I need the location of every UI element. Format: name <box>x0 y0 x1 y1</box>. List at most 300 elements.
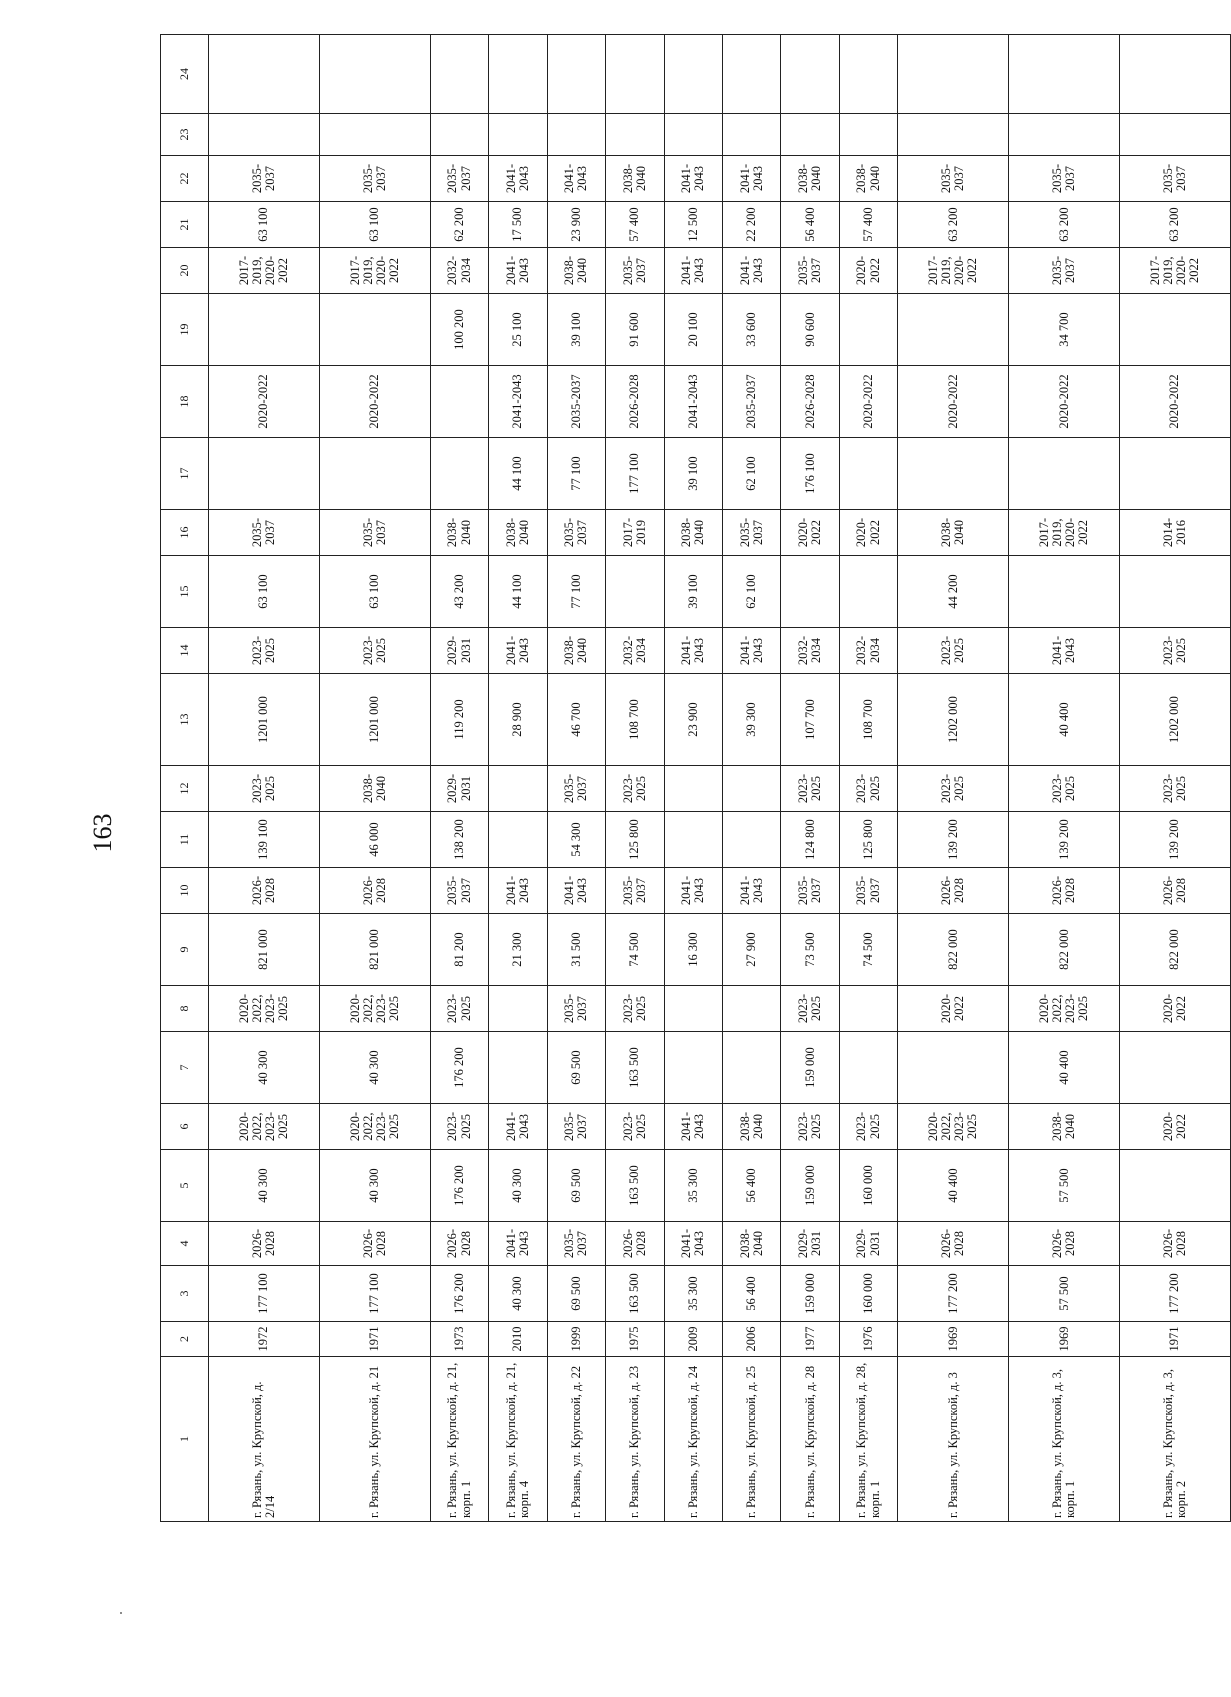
table-cell: 139 100 <box>209 812 320 868</box>
table-cell: 2041-2043 <box>489 248 547 294</box>
table-cell: 119 200 <box>430 674 488 766</box>
table-cell <box>664 1032 722 1104</box>
table-cell: 35 300 <box>664 1266 722 1322</box>
table-cell: 2023-2025 <box>839 1104 897 1150</box>
table-cell: 2017-2019, 2020-2022 <box>1009 510 1120 556</box>
table-cell: 56 400 <box>722 1266 780 1322</box>
table-cell <box>664 812 722 868</box>
column-number: 6 <box>161 1104 209 1150</box>
table-cell: 2014-2016 <box>1120 510 1231 556</box>
table-cell <box>489 114 547 156</box>
table-cell: 12 500 <box>664 202 722 248</box>
table-cell: 2023-2025 <box>209 628 320 674</box>
table-cell <box>664 766 722 812</box>
table-cell: 159 000 <box>781 1150 839 1222</box>
address-cell: г. Рязань, ул. Крупской, д. 22 <box>547 1357 605 1522</box>
table-cell: 2023-2025 <box>1120 628 1231 674</box>
table-cell: 1976 <box>839 1322 897 1357</box>
table-cell: 2017-2019, 2020-2022 <box>209 248 320 294</box>
column-number: 23 <box>161 114 209 156</box>
table-cell: 1202 000 <box>1120 674 1231 766</box>
table-cell: 2035-2037 <box>547 366 605 438</box>
table-cell: 2023-2025 <box>781 766 839 812</box>
table-cell: 2020-2022 <box>319 366 430 438</box>
table-cell: 2038-2040 <box>430 510 488 556</box>
table-cell <box>430 35 488 114</box>
table-cell: 2023-2025 <box>319 628 430 674</box>
table-cell <box>489 812 547 868</box>
table-cell: 2041-2043 <box>664 1222 722 1266</box>
table-cell: 2023-2025 <box>1120 766 1231 812</box>
table-cell: 2041-2043 <box>489 628 547 674</box>
table-cell: 77 100 <box>547 438 605 510</box>
column-number: 1 <box>161 1357 209 1522</box>
address-cell: г. Рязань, ул. Крупской, д. 24 <box>664 1357 722 1522</box>
address-cell: г. Рязань, ул. Крупской, д. 28 <box>781 1357 839 1522</box>
table-cell: 1971 <box>319 1322 430 1357</box>
table-cell <box>1009 114 1120 156</box>
table-cell: 62 100 <box>722 438 780 510</box>
table-cell <box>319 438 430 510</box>
table-cell: 1201 000 <box>209 674 320 766</box>
table-cell: 2020-2022 <box>209 366 320 438</box>
table-cell: 2026-2028 <box>1120 1222 1231 1266</box>
table-cell: 2023-2025 <box>430 986 488 1032</box>
table-cell: 2026-2028 <box>781 366 839 438</box>
table-cell: 176 200 <box>430 1150 488 1222</box>
table-row <box>839 35 897 1522</box>
table-cell: 2020-2022 <box>839 510 897 556</box>
table-cell: 40 300 <box>489 1266 547 1322</box>
table-cell <box>839 114 897 156</box>
table-cell: 63 100 <box>209 202 320 248</box>
table-cell <box>839 35 897 114</box>
address-cell: г. Рязань, ул. Крупской, д. 21, корп. 1 <box>430 1357 488 1522</box>
table-cell: 107 700 <box>781 674 839 766</box>
table-cell: 1999 <box>547 1322 605 1357</box>
table-cell: 2026-2028 <box>209 1222 320 1266</box>
table-cell: 2017-2019, 2020-2022 <box>319 248 430 294</box>
table-cell: 57 500 <box>1009 1150 1120 1222</box>
table-cell: 2035-2037 <box>606 248 664 294</box>
table-cell <box>319 294 430 366</box>
table-cell: 177 100 <box>319 1266 430 1322</box>
table-cell: 159 000 <box>781 1266 839 1322</box>
table-cell: 2035-2037 <box>319 510 430 556</box>
table-cell: 124 800 <box>781 812 839 868</box>
table-cell: 2026-2028 <box>319 868 430 914</box>
table-cell: 2041-2043 <box>489 366 547 438</box>
table-cell: 2041-2043 <box>547 156 605 202</box>
table-cell <box>547 114 605 156</box>
table-cell: 2032-2034 <box>781 628 839 674</box>
table-cell: 21 300 <box>489 914 547 986</box>
column-number: 22 <box>161 156 209 202</box>
table-cell: 2006 <box>722 1322 780 1357</box>
table-cell: 56 400 <box>722 1150 780 1222</box>
table-cell <box>722 114 780 156</box>
column-number: 17 <box>161 438 209 510</box>
table-cell: 2035-2037 <box>547 1104 605 1150</box>
table-cell: 57 400 <box>839 202 897 248</box>
address-cell: г. Рязань, ул. Крупской, д. 21, корп. 4 <box>489 1357 547 1522</box>
table-cell <box>430 438 488 510</box>
table-cell: 77 100 <box>547 556 605 628</box>
table-cell: 57 400 <box>606 202 664 248</box>
table-cell: 2023-2025 <box>606 986 664 1032</box>
table-cell: 163 500 <box>606 1150 664 1222</box>
table-cell: 40 300 <box>319 1032 430 1104</box>
table-cell: 40 300 <box>319 1150 430 1222</box>
table-cell <box>781 35 839 114</box>
column-number: 18 <box>161 366 209 438</box>
table-cell: 2041-2043 <box>489 868 547 914</box>
table-cell <box>1120 438 1231 510</box>
table-cell: 2026-2028 <box>606 366 664 438</box>
address-cell: г. Рязань, ул. Крупской, д. 25 <box>722 1357 780 1522</box>
table-cell <box>430 366 488 438</box>
table-cell: 23 900 <box>664 674 722 766</box>
table-cell <box>489 766 547 812</box>
table-cell: 2035-2037 <box>1009 156 1120 202</box>
table-cell: 23 900 <box>547 202 605 248</box>
table-cell: 163 500 <box>606 1032 664 1104</box>
table-cell <box>722 812 780 868</box>
table-cell: 177 200 <box>1120 1266 1231 1322</box>
table-cell: 2010 <box>489 1322 547 1357</box>
column-number: 11 <box>161 812 209 868</box>
table-cell <box>781 114 839 156</box>
column-number: 7 <box>161 1032 209 1104</box>
data-table <box>160 34 1231 1522</box>
address-cell: г. Рязань, ул. Крупской, д. 2/14 <box>209 1357 320 1522</box>
table-cell: 2020-2022, 2023-2025 <box>209 1104 320 1150</box>
table-cell: 2041-2043 <box>664 156 722 202</box>
table-cell: 176 200 <box>430 1032 488 1104</box>
table-cell: 2038-2040 <box>547 248 605 294</box>
column-number: 2 <box>161 1322 209 1357</box>
table-cell: 2020-2022 <box>1120 986 1231 1032</box>
column-number: 13 <box>161 674 209 766</box>
table-cell: 2041-2043 <box>664 248 722 294</box>
table-row <box>1120 35 1231 1522</box>
table-cell: 2035-2037 <box>319 156 430 202</box>
table-cell: 2023-2025 <box>606 1104 664 1150</box>
table-cell: 2035-2037 <box>209 510 320 556</box>
table-cell <box>1120 35 1231 114</box>
table-cell <box>1009 438 1120 510</box>
column-number: 8 <box>161 986 209 1032</box>
table-cell: 63 100 <box>319 556 430 628</box>
table-cell: 2035-2037 <box>547 510 605 556</box>
table-cell <box>722 35 780 114</box>
table-cell: 2035-2037 <box>898 156 1009 202</box>
table-cell: 2038-2040 <box>606 156 664 202</box>
table-cell: 2041-2043 <box>722 156 780 202</box>
table-cell: 2041-2043 <box>1009 628 1120 674</box>
table-cell: 2041-2043 <box>722 248 780 294</box>
table-cell <box>839 986 897 1032</box>
table-cell: 1202 000 <box>898 674 1009 766</box>
table-cell <box>1120 1150 1231 1222</box>
table-cell: 2023-2025 <box>839 766 897 812</box>
table-cell: 2026-2028 <box>319 1222 430 1266</box>
table-cell <box>430 114 488 156</box>
table-cell: 44 100 <box>489 556 547 628</box>
table-row <box>209 35 320 1522</box>
table-cell <box>489 986 547 1032</box>
table-cell: 821 000 <box>209 914 320 986</box>
table-cell <box>1009 35 1120 114</box>
table-cell <box>722 986 780 1032</box>
table-cell: 2035-2037 <box>1009 248 1120 294</box>
table-cell: 2041-2043 <box>547 868 605 914</box>
table-cell <box>898 35 1009 114</box>
table-cell <box>209 294 320 366</box>
table-cell: 1971 <box>1120 1322 1231 1357</box>
table-cell: 2038-2040 <box>319 766 430 812</box>
table-cell <box>781 556 839 628</box>
table-cell: 2038-2040 <box>722 1222 780 1266</box>
table-cell <box>319 114 430 156</box>
table-cell: 2023-2025 <box>781 986 839 1032</box>
table-cell: 40 400 <box>1009 1032 1120 1104</box>
table-cell: 22 200 <box>722 202 780 248</box>
table-cell: 2026-2028 <box>898 868 1009 914</box>
table-cell <box>722 766 780 812</box>
table-cell: 2020-2022 <box>1120 366 1231 438</box>
column-number: 16 <box>161 510 209 556</box>
table-cell: 25 100 <box>489 294 547 366</box>
table-row <box>319 35 430 1522</box>
table-cell: 2020-2022 <box>839 248 897 294</box>
table-cell: 74 500 <box>839 914 897 986</box>
table-cell: 1969 <box>1009 1322 1120 1357</box>
table-cell: 139 200 <box>898 812 1009 868</box>
table-cell: 2009 <box>664 1322 722 1357</box>
table-cell: 2038-2040 <box>781 156 839 202</box>
table-cell: 2038-2040 <box>489 510 547 556</box>
table-cell: 40 300 <box>209 1032 320 1104</box>
address-cell: г. Рязань, ул. Крупской, д. 3 <box>898 1357 1009 1522</box>
table-cell: 2023-2025 <box>898 766 1009 812</box>
column-number: 3 <box>161 1266 209 1322</box>
table-cell: 2020-2022 <box>898 366 1009 438</box>
table-cell <box>898 294 1009 366</box>
table-cell: 2026-2028 <box>430 1222 488 1266</box>
table-cell: 63 200 <box>1120 202 1231 248</box>
table-cell: 2026-2028 <box>209 868 320 914</box>
table-cell: 27 900 <box>722 914 780 986</box>
table-cell: 138 200 <box>430 812 488 868</box>
table-cell: 2020-2022, 2023-2025 <box>1009 986 1120 1032</box>
table-cell: 2023-2025 <box>781 1104 839 1150</box>
table-cell: 63 200 <box>1009 202 1120 248</box>
table-cell: 2026-2028 <box>1120 868 1231 914</box>
column-number: 15 <box>161 556 209 628</box>
table-cell: 2023-2025 <box>209 766 320 812</box>
table-cell: 176 100 <box>781 438 839 510</box>
table-cell: 2020-2022 <box>898 986 1009 1032</box>
address-cell: г. Рязань, ул. Крупской, д. 23 <box>606 1357 664 1522</box>
table-cell: 2023-2025 <box>430 1104 488 1150</box>
table-cell: 2032-2034 <box>430 248 488 294</box>
table-cell <box>898 1032 1009 1104</box>
table-cell: 177 100 <box>209 1266 320 1322</box>
table-cell: 39 100 <box>664 438 722 510</box>
table-cell: 46 700 <box>547 674 605 766</box>
table-cell: 176 200 <box>430 1266 488 1322</box>
table-cell <box>606 114 664 156</box>
table-cell: 1201 000 <box>319 674 430 766</box>
table-cell: 2020-2022 <box>781 510 839 556</box>
column-number: 14 <box>161 628 209 674</box>
table-cell: 40 400 <box>898 1150 1009 1222</box>
column-number: 21 <box>161 202 209 248</box>
table-row <box>722 35 780 1522</box>
table-cell: 2041-2043 <box>664 1104 722 1150</box>
table-cell: 177 100 <box>606 438 664 510</box>
table-cell <box>489 1032 547 1104</box>
column-number: 4 <box>161 1222 209 1266</box>
table-cell: 2038-2040 <box>664 510 722 556</box>
table-cell: 2026-2028 <box>606 1222 664 1266</box>
table-cell: 2035-2037 <box>722 366 780 438</box>
table-cell: 2035-2037 <box>722 510 780 556</box>
table-cell: 20 100 <box>664 294 722 366</box>
table-cell: 2023-2025 <box>1009 766 1120 812</box>
table-cell <box>898 438 1009 510</box>
table-cell: 2020-2022, 2023-2025 <box>898 1104 1009 1150</box>
table-cell: 2026-2028 <box>898 1222 1009 1266</box>
table-cell: 822 000 <box>1120 914 1231 986</box>
table-cell: 2035-2037 <box>781 868 839 914</box>
table-cell: 81 200 <box>430 914 488 986</box>
table-cell: 2041-2043 <box>489 1222 547 1266</box>
table-cell: 2017-2019, 2020-2022 <box>898 248 1009 294</box>
table-cell: 821 000 <box>319 914 430 986</box>
table-cell: 39 100 <box>547 294 605 366</box>
table-cell: 2041-2043 <box>664 366 722 438</box>
column-number: 24 <box>161 35 209 114</box>
table-cell <box>606 35 664 114</box>
table-cell: 2020-2022, 2023-2025 <box>209 986 320 1032</box>
table-cell: 2026-2028 <box>1009 868 1120 914</box>
table-cell <box>1120 114 1231 156</box>
table-row <box>547 35 605 1522</box>
table-cell: 163 500 <box>606 1266 664 1322</box>
table-cell: 160 000 <box>839 1266 897 1322</box>
page-number: 163 <box>88 813 117 853</box>
table-cell: 2035-2037 <box>781 248 839 294</box>
table-cell: 100 200 <box>430 294 488 366</box>
table-row <box>1009 35 1120 1522</box>
table-cell <box>606 556 664 628</box>
table-cell <box>1120 556 1231 628</box>
table-cell: 2020-2022, 2023-2025 <box>319 1104 430 1150</box>
table-cell: 2020-2022, 2023-2025 <box>319 986 430 1032</box>
table-cell: 2035-2037 <box>547 766 605 812</box>
table-cell: 90 600 <box>781 294 839 366</box>
table-cell: 2020-2022 <box>839 366 897 438</box>
table-cell: 2023-2025 <box>898 628 1009 674</box>
table-cell: 40 400 <box>1009 674 1120 766</box>
table-cell: 2029-2031 <box>430 766 488 812</box>
table-cell: 2038-2040 <box>1009 1104 1120 1150</box>
rotated-table-frame <box>160 68 1231 1522</box>
scan-speck <box>120 1612 122 1614</box>
column-number: 12 <box>161 766 209 812</box>
table-cell: 2041-2043 <box>664 628 722 674</box>
table-cell: 1975 <box>606 1322 664 1357</box>
table-cell: 63 100 <box>319 202 430 248</box>
table-cell: 1969 <box>898 1322 1009 1357</box>
table-cell <box>664 35 722 114</box>
table-cell: 2017-2019, 2020-2022 <box>1120 248 1231 294</box>
table-cell: 822 000 <box>1009 914 1120 986</box>
table-row <box>489 35 547 1522</box>
address-cell: г. Рязань, ул. Крупской, д. 21 <box>319 1357 430 1522</box>
table-cell: 69 500 <box>547 1150 605 1222</box>
table-cell: 125 800 <box>839 812 897 868</box>
column-number: 20 <box>161 248 209 294</box>
table-cell <box>898 114 1009 156</box>
table-cell: 62 100 <box>722 556 780 628</box>
table-cell: 44 200 <box>898 556 1009 628</box>
table-cell: 2038-2040 <box>722 1104 780 1150</box>
table-cell <box>209 35 320 114</box>
table-cell <box>664 986 722 1032</box>
table-cell <box>209 114 320 156</box>
table-cell: 69 500 <box>547 1266 605 1322</box>
table-cell <box>489 35 547 114</box>
table-cell: 34 700 <box>1009 294 1120 366</box>
table-cell <box>664 114 722 156</box>
table-cell: 2038-2040 <box>898 510 1009 556</box>
column-number: 19 <box>161 294 209 366</box>
rotated-table-container <box>160 68 1231 1522</box>
table-cell: 31 500 <box>547 914 605 986</box>
table-row <box>664 35 722 1522</box>
table-cell: 2038-2040 <box>839 156 897 202</box>
table-cell: 63 200 <box>898 202 1009 248</box>
table-cell: 2041-2043 <box>489 156 547 202</box>
table-cell: 1972 <box>209 1322 320 1357</box>
table-cell: 46 000 <box>319 812 430 868</box>
table-cell: 16 300 <box>664 914 722 986</box>
table-cell: 1977 <box>781 1322 839 1357</box>
table-cell: 91 600 <box>606 294 664 366</box>
table-cell: 40 300 <box>209 1150 320 1222</box>
table-cell <box>839 438 897 510</box>
table-cell: 2041-2043 <box>489 1104 547 1150</box>
table-row <box>430 35 488 1522</box>
column-number: 5 <box>161 1150 209 1222</box>
table-cell: 2029-2031 <box>781 1222 839 1266</box>
table-cell <box>1009 556 1120 628</box>
table-cell <box>839 556 897 628</box>
table-cell: 2032-2034 <box>839 628 897 674</box>
table-cell: 2029-2031 <box>430 628 488 674</box>
table-cell: 62 200 <box>430 202 488 248</box>
table-cell <box>547 35 605 114</box>
table-cell: 39 300 <box>722 674 780 766</box>
table-cell: 2035-2037 <box>209 156 320 202</box>
table-cell: 44 100 <box>489 438 547 510</box>
table-cell <box>209 438 320 510</box>
table-cell: 43 200 <box>430 556 488 628</box>
table-cell: 2023-2025 <box>606 766 664 812</box>
